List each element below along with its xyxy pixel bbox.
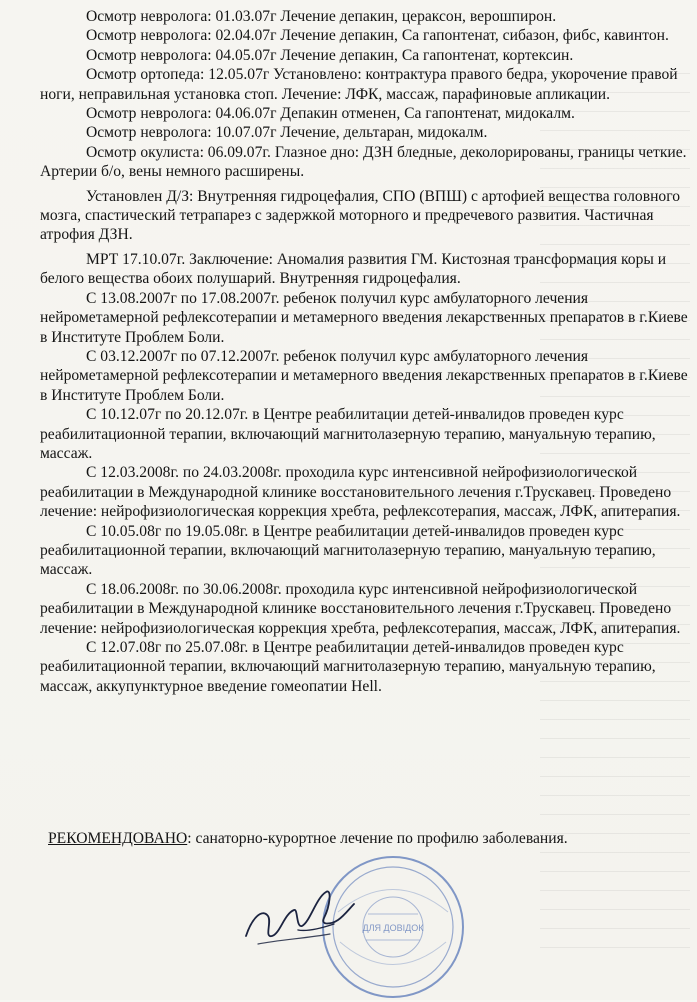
signature <box>238 878 368 958</box>
entry-diagnosis: Установлен Д/З: Внутренняя гидроцефалия, СПО (ВПШ) с артофией вещества головного мозга, спастический тетрапарез с задержкой моторного и предречевого развития. Частичная атрофия ДЗН. <box>40 187 681 244</box>
entry-neurologist-2007-03: Осмотр невролога: 01.03.07г Лечение депакин, цераксон, верошпирон. <box>86 8 557 25</box>
entry-neurologist-2007-07: Осмотр невролога: 10.07.07г Лечение, дельтаран, мидокалм. <box>86 124 488 142</box>
recommendation <box>48 829 688 848</box>
document-body <box>40 7 690 696</box>
entry-oculist-2007-09: Осмотр окулиста: 06.09.07г. Глазное дно: ДЗН бледные, деколорированы, границы четкие. Артерии б/о, вены немного расширены. <box>40 143 687 181</box>
entry-course-2008-03: С 12.03.2008г. по 24.03.2008г. проходила курс интенсивной нейрофизиологической реабилитации в Международной клинике восстановительного лечения г.Трускавец. Проведено лечение: нейрофизиологическая коррекция хребта, рефлексотерапия, массаж, ЛФК, апитерапия. <box>40 464 681 521</box>
recommendation-label: РЕКОМЕНДОВАНО <box>48 830 188 847</box>
entry-neurologist-2007-05: Осмотр невролога: 04.05.07г Лечение депакин, Са гапонтенат, кортексин. <box>86 46 574 64</box>
entry-neurologist-2007-04: Осмотр невролога: 02.04.07г Лечение депакин, Са гапонтенат, сибазон, фибс, кавинтон. <box>86 27 669 45</box>
entry-course-2008-05: С 10.05.08г по 19.05.08г. в Центре реабилитации детей-инвалидов проведен курс реабилитационной терапии, включающий магнитолазерную терапию, мануальную терапию, массаж. <box>40 522 656 579</box>
entry-course-2007-12a: С 03.12.2007г по 07.12.2007г. ребенок получил курс амбулаторного лечения нейрометамерной рефлексотерапии и метамерного введения лекарственных препаратов в г.Киеве в Институте Проблем Боли. <box>40 347 688 404</box>
entry-course-2008-06: С 18.06.2008г. по 30.06.2008г. проходила курс интенсивной нейрофизиологической реабилитации в Международной клинике восстановительного лечения г.Трускавец. Проведено лечение: нейрофизиологическая коррекция хребта, рефлексотерапия, массаж, ЛФК, апитерапия. <box>40 580 681 637</box>
entry-course-2008-07: С 12.07.08г по 25.07.08г. в Центре реабилитации детей-инвалидов проведен курс реабилитационной терапии, включающий магнитолазерную терапию, мануальную терапию, массаж, аккупунктурное введение гомеопатии Hell. <box>40 639 656 695</box>
entry-mri: МРТ 17.10.07г. Заключение: Аномалия развития ГМ. Кистозная трансформация коры и белого вещества обоих полушарий. Внутренняя гидроцефалия. <box>40 250 667 288</box>
entry-course-2007-12b: С 10.12.07г по 20.12.07г. в Центре реабилитации детей-инвалидов проведен курс реабилитационной терапии, включающий магнитолазерную терапию, мануальную терапию, массаж. <box>40 406 656 462</box>
recommendation-text: : санаторно-курортное лечение по профилю заболевания. <box>187 830 568 847</box>
entry-orthopedist-2007-05: Осмотр ортопеда: 12.05.07г Установлено: контрактура правого бедра, укорочение правой ноги, неправильная установка стоп. Лечение: ЛФК, массаж, парафиновые апликации. <box>40 66 678 103</box>
stamp-text: ДЛЯ ДОВІДОК <box>362 923 424 933</box>
entry-course-2007-08: С 13.08.2007г по 17.08.2007г. ребенок получил курс амбулаторного лечения нейрометамерной рефлексотерапии и метамерного введения лекарственных препаратов в г.Киеве в Институте Проблем Боли. <box>40 289 688 346</box>
entry-neurologist-2007-06: Осмотр невролога: 04.06.07г Депакин отменен, Са гапонтенат, мидокалм. <box>86 105 575 123</box>
